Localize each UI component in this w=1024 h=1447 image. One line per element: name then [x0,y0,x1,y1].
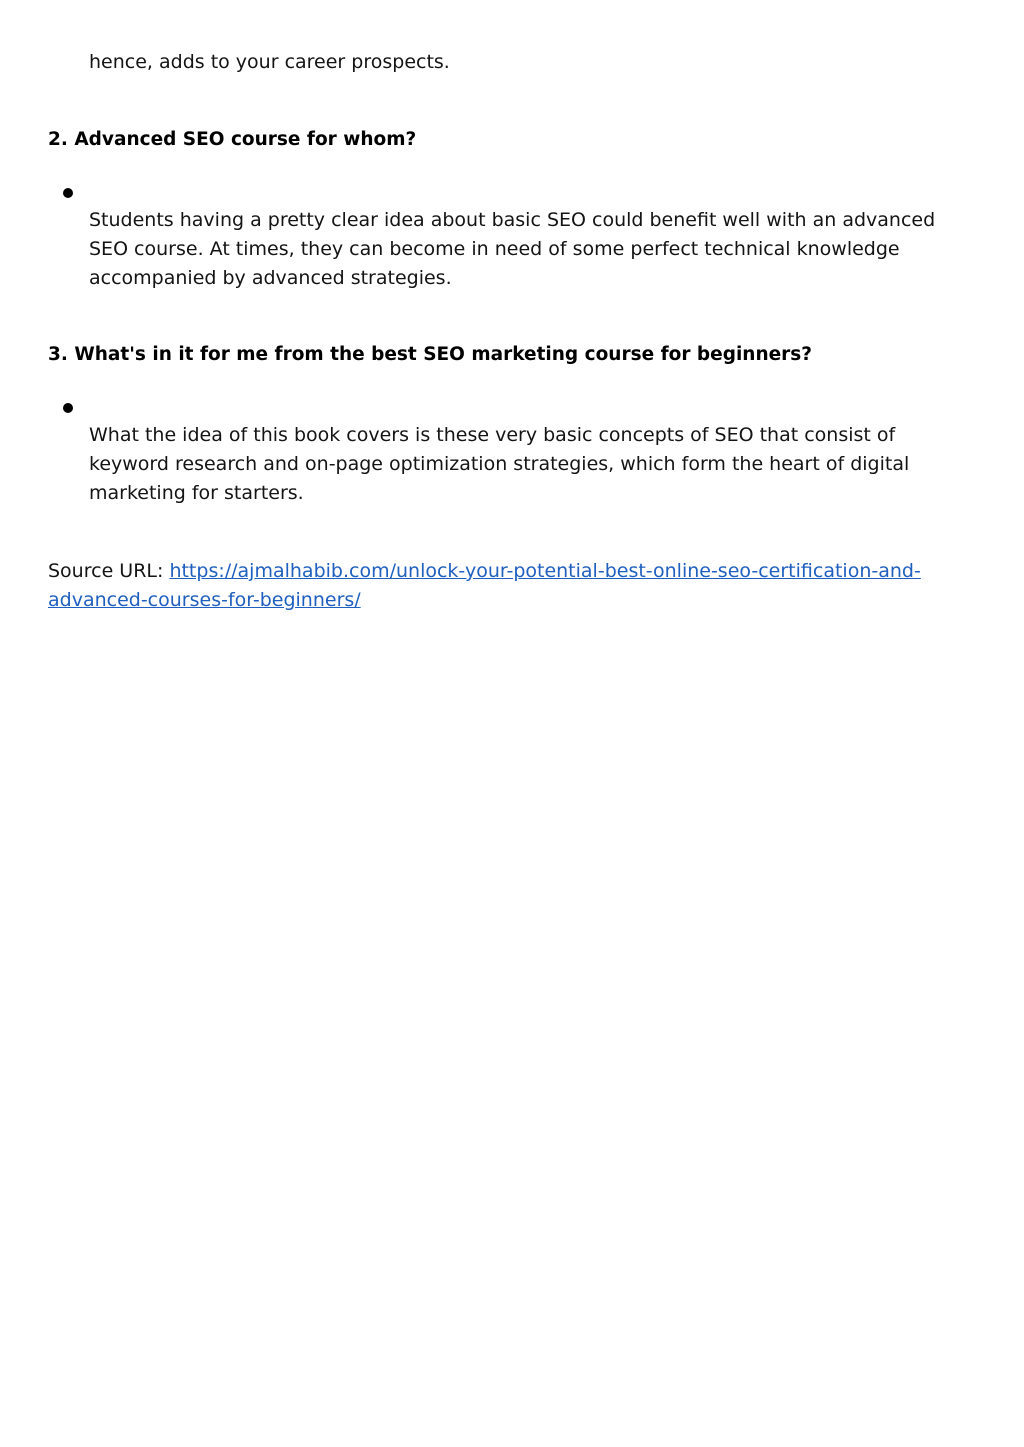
bullet-dot-icon [63,403,73,413]
source-url-line1: https://ajmalhabib.com/unlock-your-potential-best-online-seo-certification-and- [169,560,921,582]
source-url-line2: advanced-courses-for-beginners/ [48,589,361,611]
source-url-link[interactable] [48,560,921,611]
section-heading-beginners: 3. What's in it for me from the best SEO marketing course for beginners? [48,344,813,365]
bullet-dot-icon [63,188,73,198]
bullet-text-beginners: What the idea of this book covers is these very basic concepts of SEO that consist of keyword research and on-page optimization strategies, which form the heart of digital marketing for starters. [89,424,910,504]
bullet-text-advanced-seo: Students having a pretty clear idea about basic SEO could benefit well with an advanced SEO course. At times, they can become in need of some perfect technical knowledge accompanied by advanced strategies. [89,209,936,289]
continued-paragraph: hence, adds to your career prospects. [89,51,450,73]
source-line [48,557,978,615]
section-heading-advanced-seo: 2. Advanced SEO course for whom? [48,129,417,150]
source-label: Source URL: [48,560,170,582]
